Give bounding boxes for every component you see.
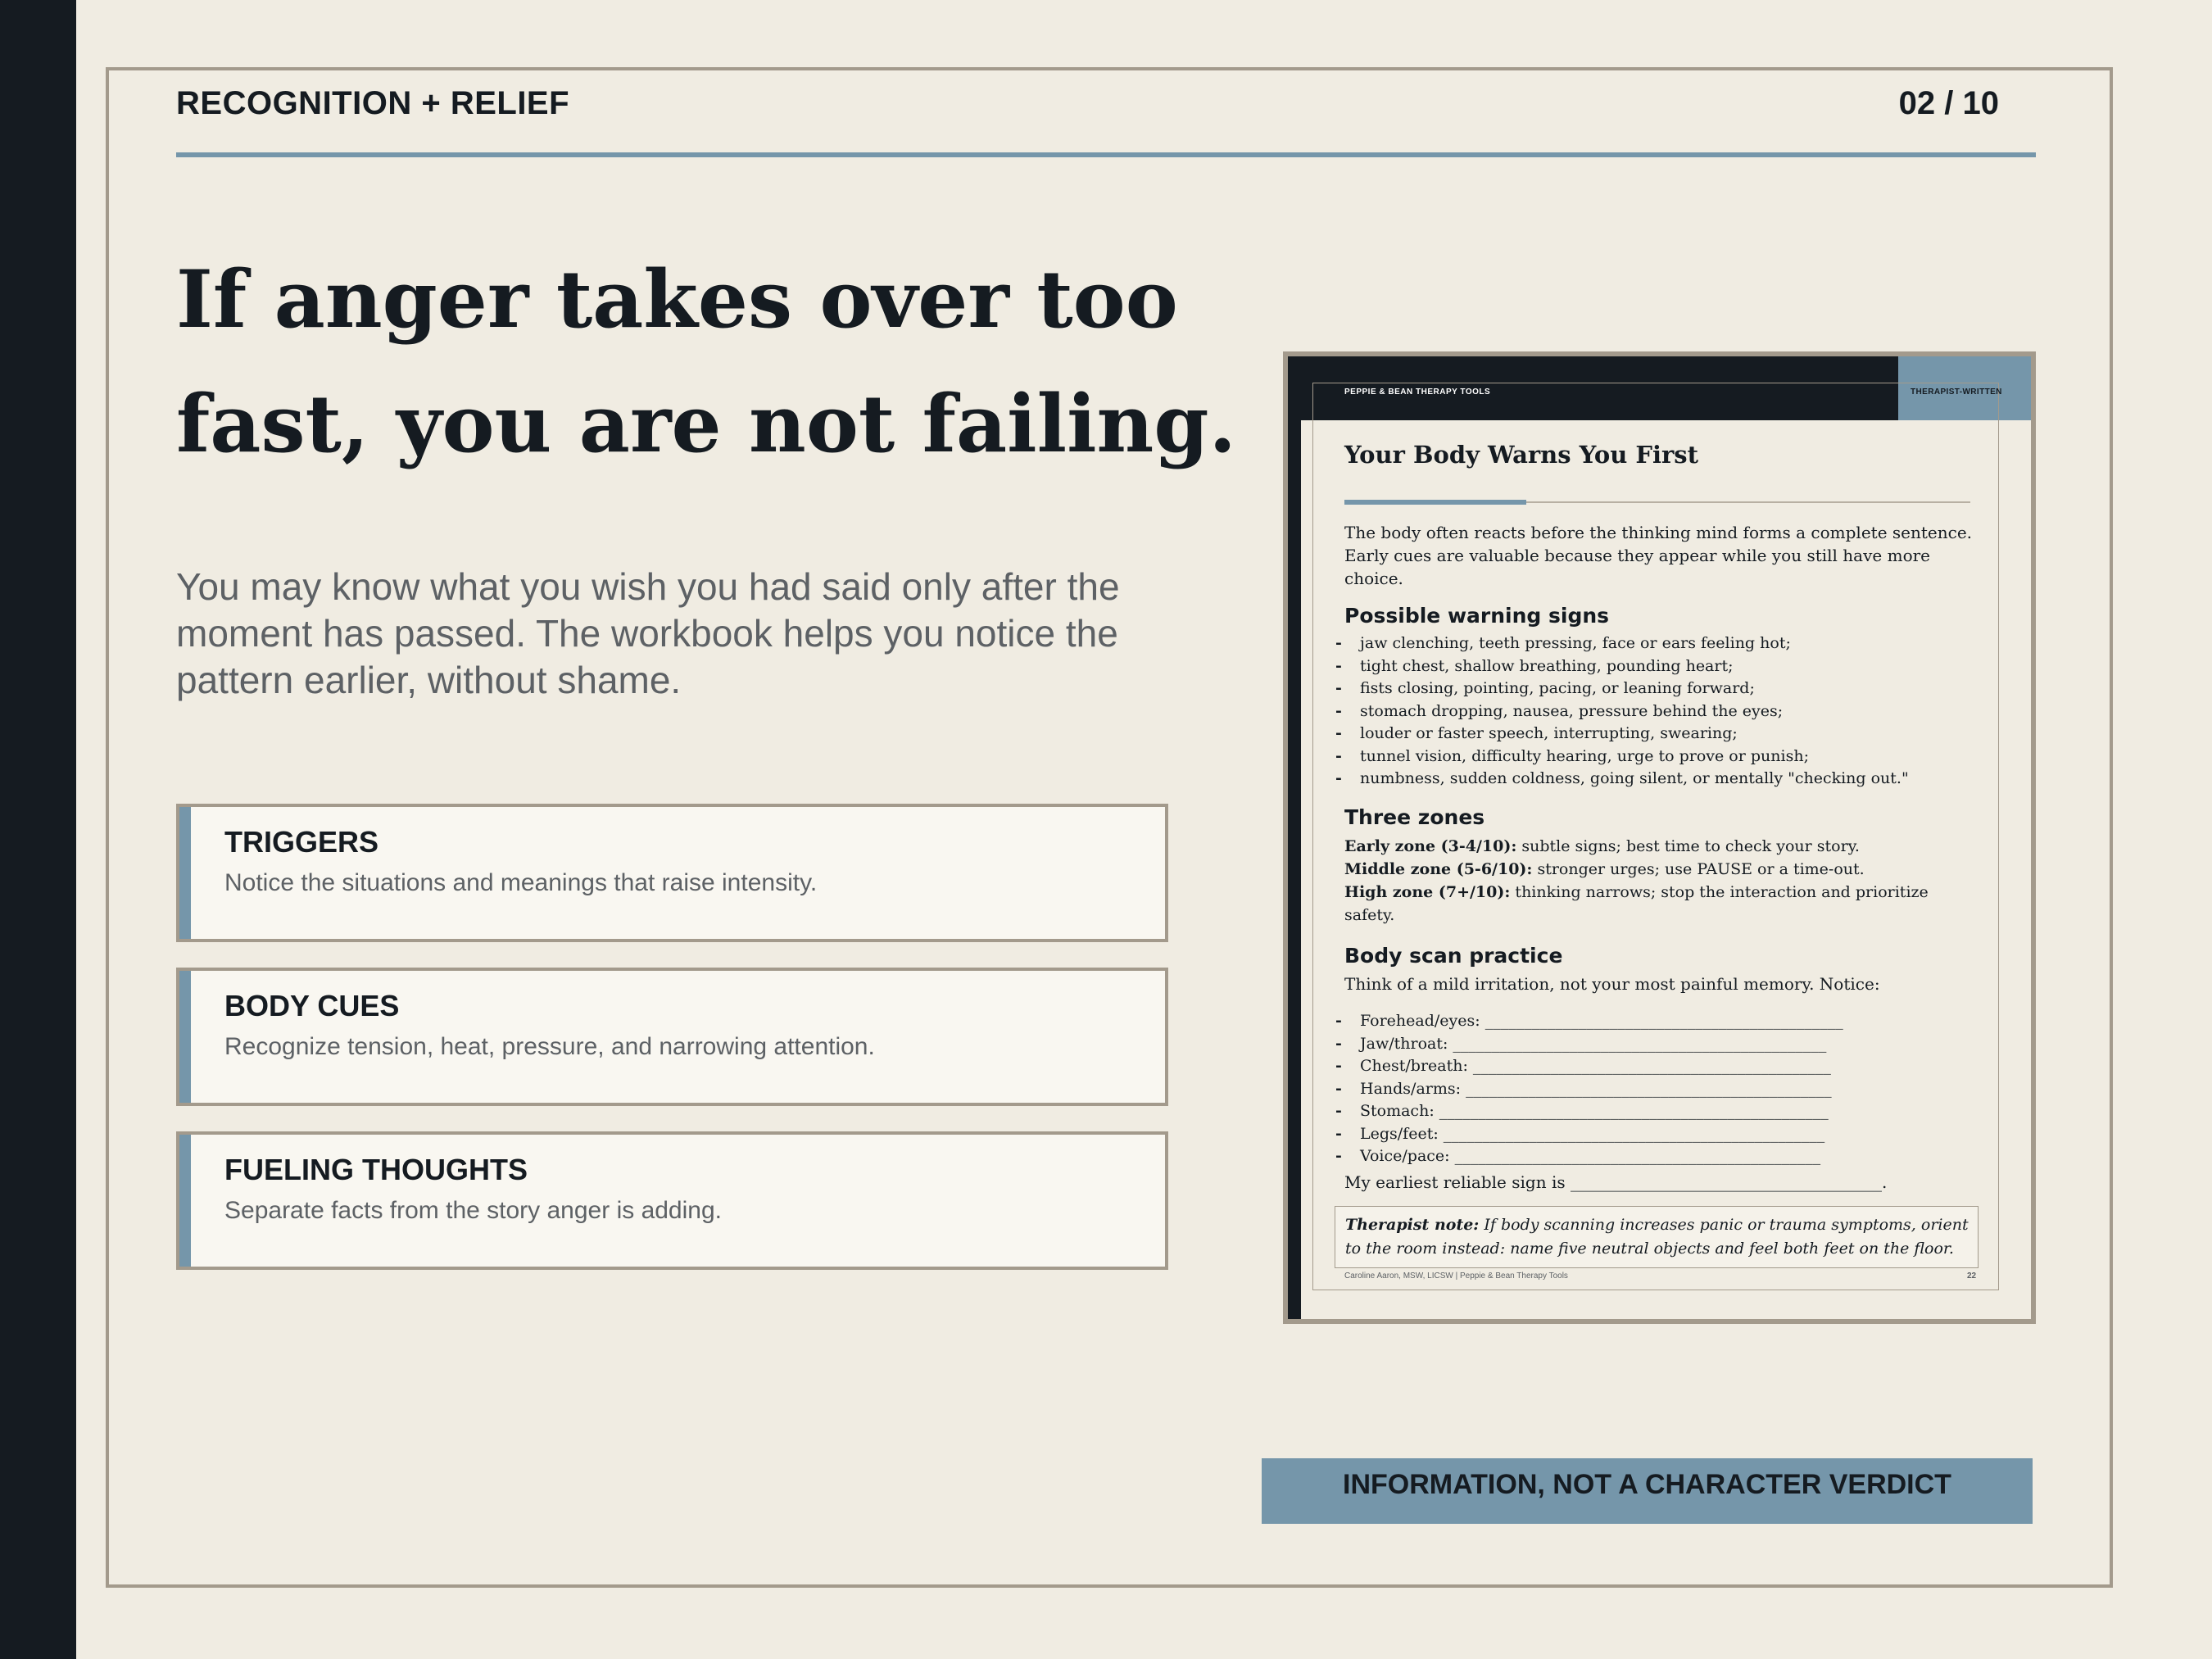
workbook-heading-three-zones: Three zones	[1344, 805, 1485, 829]
callout-banner-text: INFORMATION, NOT A CHARACTER VERDICT	[1343, 1469, 1951, 1500]
list-item: - Chest/breath: ______________________________________________	[1329, 1055, 1843, 1078]
workbook-title: Your Body Warns You First	[1344, 441, 1698, 469]
list-item: - jaw clenching, teeth pressing, face or ears feeling hot;	[1329, 632, 1909, 655]
card-triggers	[176, 804, 1168, 942]
card-title: TRIGGERS	[224, 825, 379, 859]
workbook-footer: Caroline Aaron, MSW, LICSW | Peppie & Bean Therapy Tools	[1344, 1271, 1568, 1281]
workbook-title-rule-thin	[1526, 501, 1970, 503]
zone-early	[1344, 835, 1983, 858]
slide-subtext: You may know what you wish you had said only after the moment has passed. The workbook helps you notice the pattern earlier, without shame.	[176, 565, 1120, 701]
card-title: BODY CUES	[224, 989, 400, 1022]
list-item: - tunnel vision, difficulty hearing, urge to prove or punish;	[1329, 746, 1909, 768]
list-item: - tight chest, shallow breathing, pounding heart;	[1329, 655, 1909, 678]
card-title: FUELING THOUGHTS	[224, 1153, 528, 1186]
slide-headline: If anger takes over too fast, you are not failing.	[176, 253, 1236, 470]
zone-text: stronger urges; use PAUSE or a time-out.	[1532, 860, 1865, 878]
therapist-note-box	[1335, 1206, 1979, 1268]
workbook-heading-warning-signs: Possible warning signs	[1344, 604, 1610, 628]
card-description: Separate facts from the story anger is adding.	[224, 1197, 722, 1224]
list-item: - Legs/feet: _________________________________________________	[1329, 1123, 1843, 1146]
card-accent-bar	[179, 971, 191, 1103]
slide-page-number: 02 / 10	[1898, 85, 1999, 121]
workbook-title-rule	[1344, 500, 1526, 505]
three-zones-block	[1344, 835, 1983, 927]
list-item: - louder or faster speech, interrupting, swearing;	[1329, 723, 1909, 746]
zone-label: Middle zone (5-6/10):	[1344, 860, 1533, 878]
earliest-sign-line: My earliest reliable sign is ______________________________________.	[1344, 1172, 1888, 1192]
list-item: - numbness, sudden coldness, going silent, or mentally "checking out."	[1329, 768, 1909, 791]
body-scan-intro: Think of a mild irritation, not your most painful memory. Notice:	[1344, 974, 1880, 994]
therapist-note-label: Therapist note:	[1345, 1216, 1480, 1234]
list-item: - fists closing, pointing, pacing, or leaning forward;	[1329, 678, 1909, 700]
card-description: Notice the situations and meanings that raise intensity.	[224, 869, 818, 896]
card-accent-bar	[179, 1135, 191, 1267]
card-body-cues	[176, 968, 1168, 1106]
warning-signs-list	[1329, 632, 1909, 791]
callout-banner	[1262, 1458, 2033, 1524]
workbook-tab-label: THERAPIST-WRITTEN	[1911, 388, 2002, 397]
list-item: - stomach dropping, nausea, pressure behind the eyes;	[1329, 700, 1909, 723]
zone-high	[1344, 881, 1983, 927]
zone-middle	[1344, 858, 1983, 881]
left-sidebar-band	[0, 0, 76, 1659]
card-accent-bar	[179, 807, 191, 939]
header-rule	[176, 152, 2036, 157]
list-item: - Hands/arms: _______________________________________________	[1329, 1078, 1843, 1101]
workbook-heading-body-scan: Body scan practice	[1344, 944, 1563, 968]
zone-text: thinking narrows; stop the interaction and prioritize safety.	[1344, 883, 1929, 924]
workbook-side-band	[1288, 420, 1301, 1319]
card-fueling-thoughts	[176, 1131, 1168, 1270]
zone-text: subtle signs; best time to check your story.	[1516, 837, 1860, 855]
zone-label: High zone (7+/10):	[1344, 883, 1511, 901]
therapist-note-text: If body scanning increases panic or trauma symptoms, orient to the room instead: name five neutral objects and feel both feet on the floor.	[1345, 1216, 1969, 1258]
therapist-note	[1345, 1213, 1976, 1261]
list-item: - Jaw/throat: ________________________________________________	[1329, 1033, 1843, 1056]
zone-label: Early zone (3-4/10):	[1344, 837, 1517, 855]
list-item: - Voice/pace: _______________________________________________	[1329, 1145, 1843, 1168]
card-description: Recognize tension, heat, pressure, and narrowing attention.	[224, 1033, 875, 1060]
list-item: - Stomach: __________________________________________________	[1329, 1100, 1843, 1123]
workbook-brand: PEPPIE & BEAN THERAPY TOOLS	[1344, 388, 1491, 397]
workbook-page	[1288, 356, 2031, 1319]
section-kicker: RECOGNITION + RELIEF	[176, 85, 570, 121]
list-item: - Forehead/eyes: ______________________________________________	[1329, 1010, 1843, 1033]
body-scan-list	[1329, 1010, 1843, 1168]
workbook-page-preview	[1283, 351, 2036, 1324]
workbook-intro: The body often reacts before the thinking mind forms a complete sentence. Early cues are valuable because they appear while you still have more choice.	[1344, 523, 1973, 588]
workbook-page-number: 22	[1967, 1271, 1977, 1281]
